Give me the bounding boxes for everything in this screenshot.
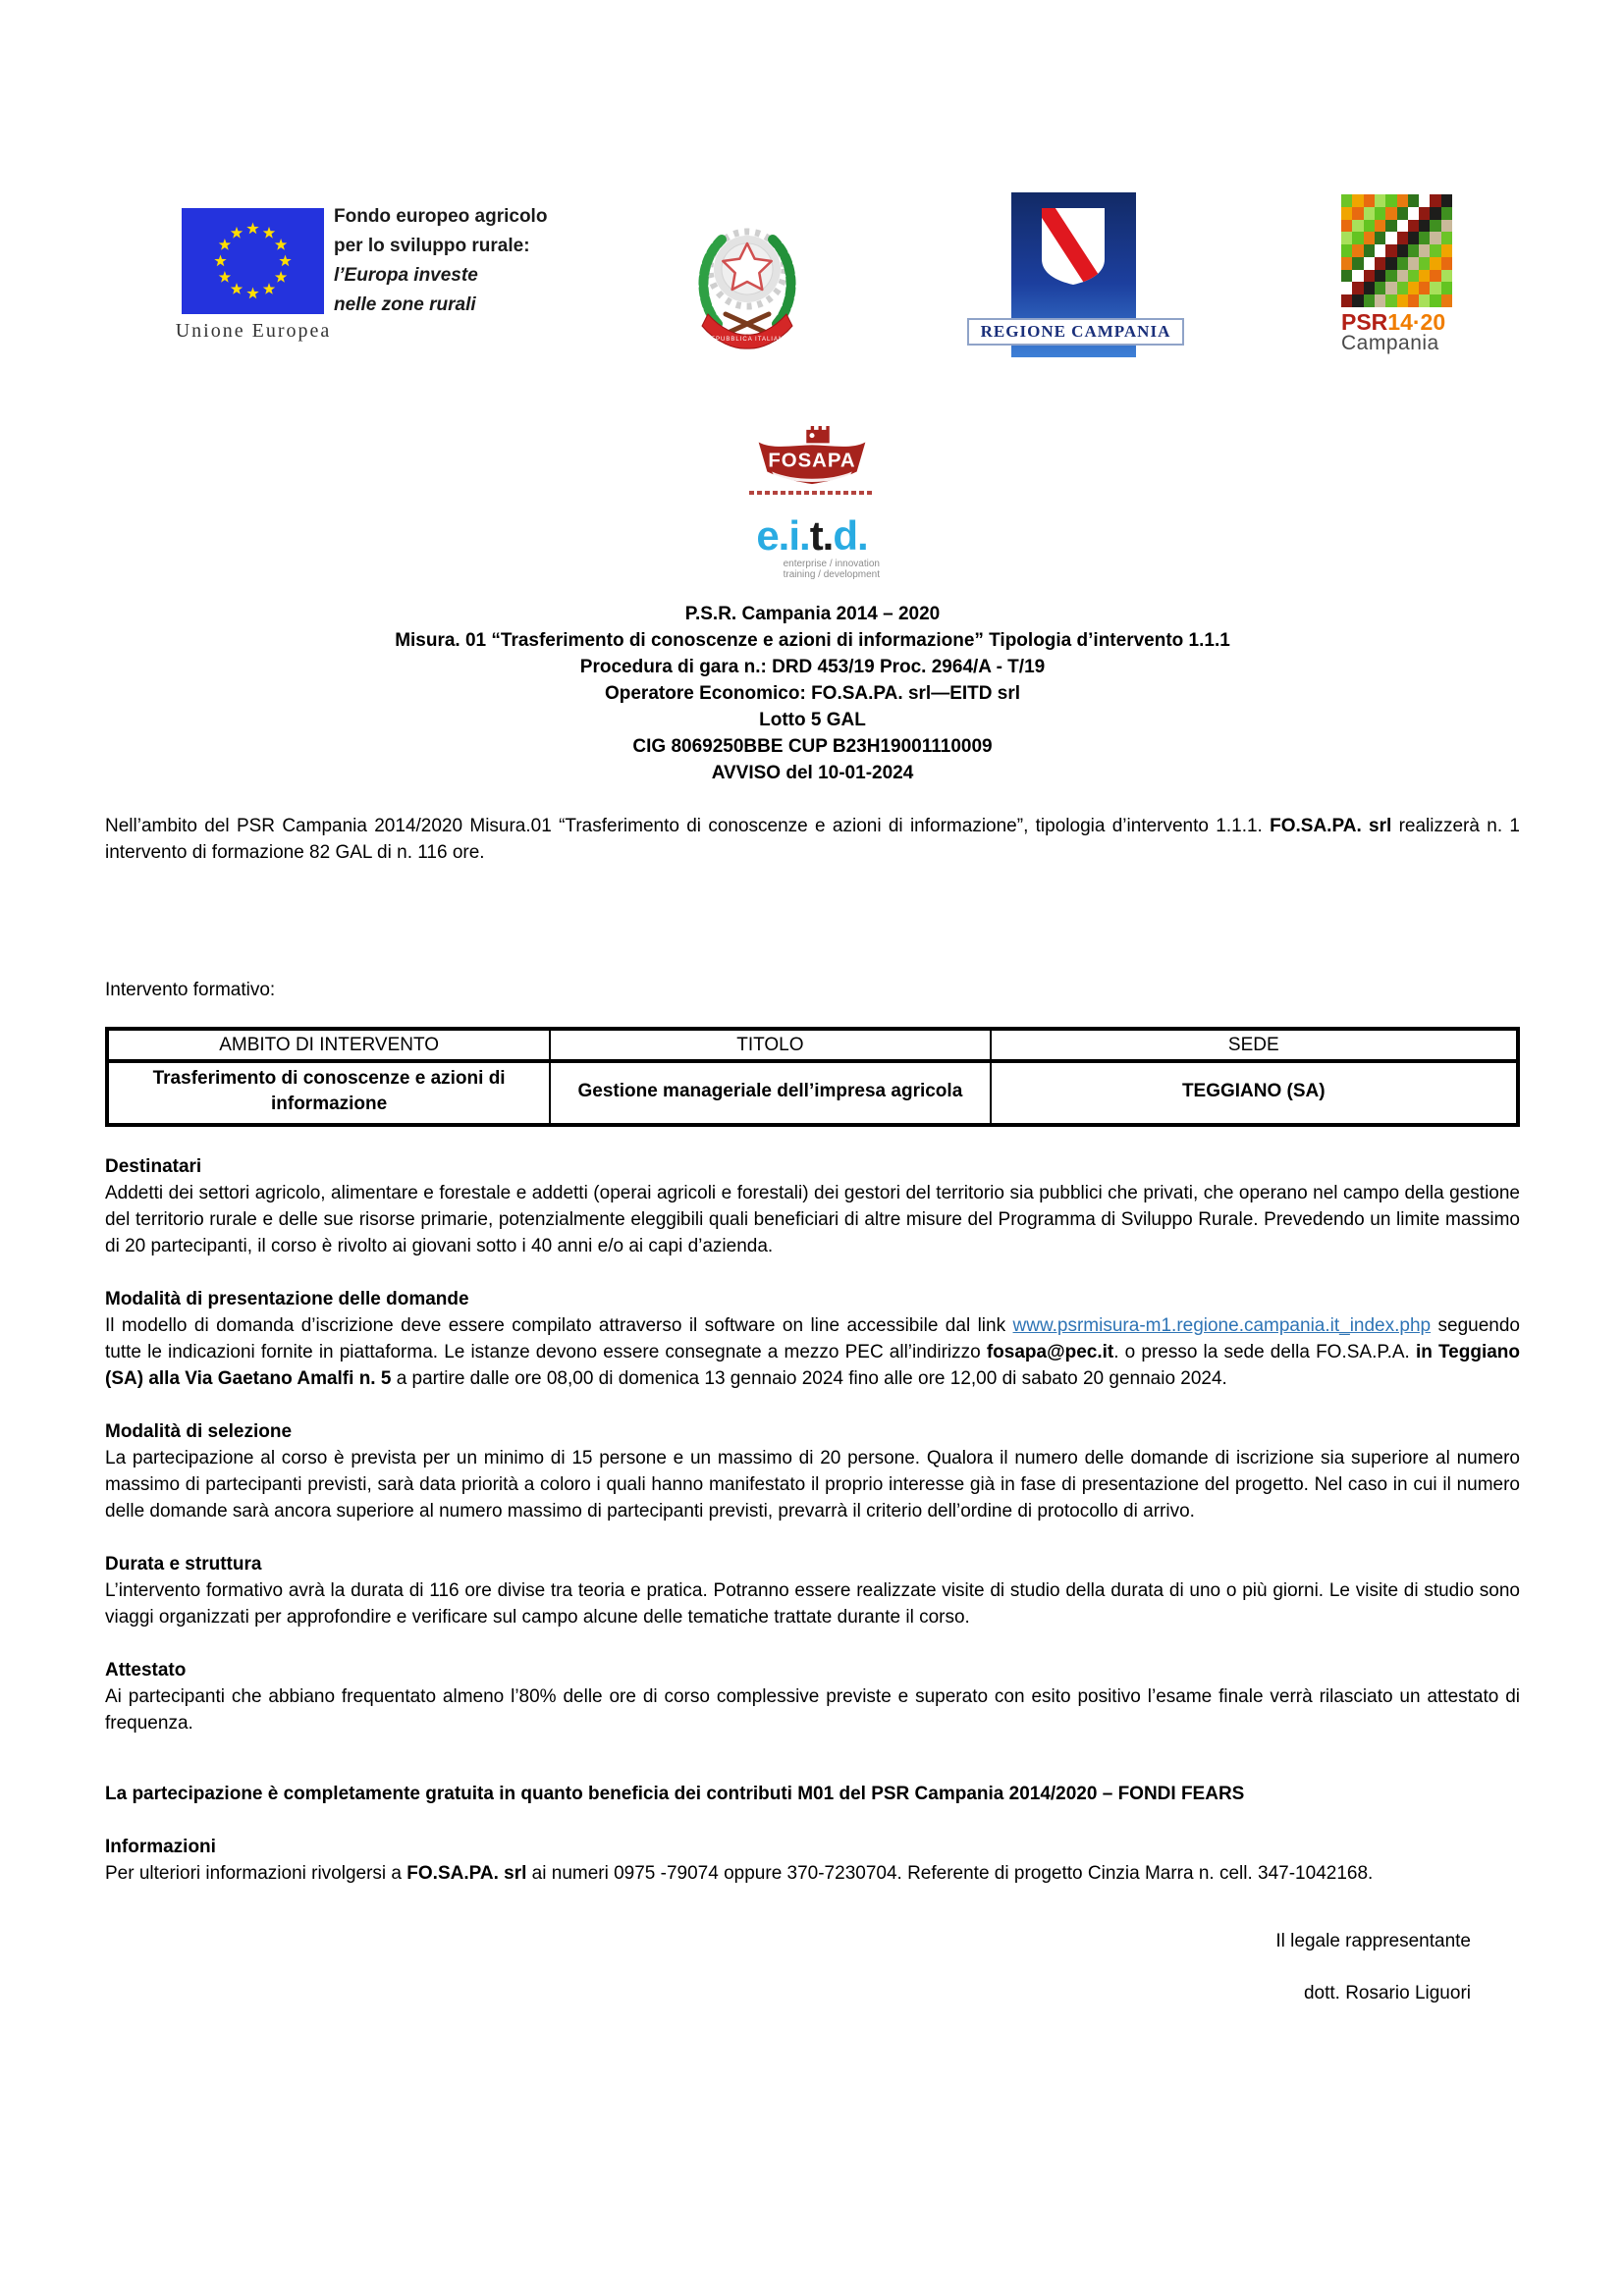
psr-mosaic-tile: [1375, 282, 1385, 294]
psr-mosaic-tile: [1341, 194, 1352, 207]
psr-mosaic-tile: [1397, 207, 1408, 220]
presentazione-seg4: a partire dalle ore 08,00 di domenica 13 gennaio 2024 fino alle ore 12,00 di sabato 20 gennaio 2024.: [391, 1368, 1227, 1389]
psr-mosaic-tile: [1385, 294, 1396, 307]
psr-mosaic-tile: [1341, 282, 1352, 294]
psr-mosaic-tile: [1385, 270, 1396, 283]
title-block: [105, 601, 1520, 786]
psr-mosaic-tile: [1419, 257, 1430, 270]
psr-mosaic-tile: [1397, 294, 1408, 307]
fosapa-logo-text: FOSAPA: [768, 450, 856, 472]
psr-mosaic-tile: [1364, 220, 1375, 233]
psr-mosaic-tile: [1408, 232, 1419, 244]
signature-block: [105, 1928, 1520, 2006]
psr-mosaic-tile: [1430, 207, 1440, 220]
psr-mosaic-tile: [1352, 257, 1363, 270]
psr-mosaic: [1341, 194, 1452, 307]
psr-mosaic-tile: [1430, 270, 1440, 283]
presentazione-seg2: seguendo tutte le indicazioni fornite in piattaforma. Le istanze devono essere consegnate a mezzo PEC all’indirizzo: [105, 1315, 1520, 1362]
regione-campania-logo: [980, 192, 1171, 357]
eitd-text-pre: e.i.: [756, 512, 810, 559]
psr-mosaic-tile: [1352, 194, 1363, 207]
presentazione-seg3: . o presso la sede della FO.SA.P.A.: [1113, 1342, 1416, 1362]
intro-operator-bold: FO.SA.PA. srl: [1270, 816, 1392, 836]
psr-mosaic-tile: [1397, 270, 1408, 283]
psr-mosaic-tile: [1441, 207, 1452, 220]
table-cell-ambito: Trasferimento di conoscenze e azioni di informazione: [107, 1061, 550, 1125]
presentazione-heading: Modalità di presentazione delle domande: [105, 1289, 469, 1309]
psr-mosaic-tile: [1341, 244, 1352, 257]
psr-1420-logo: [1341, 194, 1459, 354]
psr-mosaic-tile: [1397, 232, 1408, 244]
section-destinatari: [105, 1153, 1520, 1259]
psr-mosaic-tile: [1419, 194, 1430, 207]
psr-mosaic-tile: [1408, 220, 1419, 233]
psr-mosaic-tile: [1408, 257, 1419, 270]
informazioni-operator-bold: FO.SA.PA. srl: [406, 1863, 527, 1884]
psr-mosaic-tile: [1341, 232, 1352, 244]
psr-mosaic-tile: [1364, 194, 1375, 207]
eitd-tagline-line2: training / development: [783, 569, 880, 580]
fosapa-tagline-strip: [749, 491, 875, 495]
free-participation-statement: La partecipazione è completamente gratuita in quanto beneficia dei contributi M01 del PSR Campania 2014/2020 – FONDI FEARS: [105, 1784, 1245, 1804]
psr-mosaic-tile: [1375, 270, 1385, 283]
psr-mosaic-tile: [1375, 232, 1385, 244]
psr-mosaic-tile: [1385, 282, 1396, 294]
psr-mosaic-tile: [1408, 194, 1419, 207]
psr-mosaic-tile: [1419, 244, 1430, 257]
emblem-ribbon-text: REPUBBLICA ITALIANA: [705, 337, 789, 343]
attestato-paragraph: Ai partecipanti che abbiano frequentato almeno l’80% delle ore di corso complessive previste e superato con esito positivo l’esame finale verrà rilasciato un attestato di frequenza.: [105, 1686, 1520, 1734]
intro-paragraph: [105, 813, 1520, 866]
intervento-label: Intervento formativo:: [105, 980, 276, 1000]
psr-mosaic-tile: [1430, 294, 1440, 307]
eu-fund-text: [334, 202, 547, 320]
eu-flag-logo: [182, 208, 324, 314]
psr-mosaic-tile: [1364, 282, 1375, 294]
psr-mosaic-tile: [1430, 232, 1440, 244]
italian-republic-emblem: [687, 208, 807, 357]
psr-mosaic-tile: [1364, 294, 1375, 307]
psr-mosaic-tile: [1385, 220, 1396, 233]
psr-mosaic-tile: [1375, 194, 1385, 207]
header-logo-row: [0, 0, 1624, 589]
psr-mosaic-tile: [1441, 257, 1452, 270]
selezione-heading: Modalità di selezione: [105, 1421, 293, 1442]
eitd-tagline-line1: enterprise / innovation: [783, 559, 880, 569]
title-line-7: AVVISO del 10-01-2024: [711, 763, 914, 783]
psr-mosaic-tile: [1341, 207, 1352, 220]
attestato-heading: Attestato: [105, 1660, 187, 1681]
psr-mosaic-tile: [1375, 257, 1385, 270]
psr-acronym: PSR: [1341, 309, 1388, 335]
application-portal-link[interactable]: www.psrmisura-m1.regione.campania.it_index.php: [1012, 1315, 1432, 1336]
psr-mosaic-tile: [1441, 282, 1452, 294]
psr-mosaic-tile: [1397, 244, 1408, 257]
durata-heading: Durata e struttura: [105, 1554, 262, 1575]
psr-years: 14·20: [1387, 309, 1446, 335]
psr-mosaic-tile: [1441, 194, 1452, 207]
fosapa-logo: [0, 424, 1624, 495]
psr-mosaic-tile: [1364, 257, 1375, 270]
psr-mosaic-tile: [1341, 270, 1352, 283]
table-cell-titolo: Gestione manageriale dell’impresa agricola: [550, 1061, 990, 1125]
title-line-2: Misura. 01 “Trasferimento di conoscenze e azioni di informazione” Tipologia d’intervento 1.1.1: [395, 630, 1230, 651]
psr-mosaic-tile: [1419, 294, 1430, 307]
course-table: [105, 1027, 1520, 1127]
psr-mosaic-tile: [1364, 207, 1375, 220]
informazioni-pre: Per ulteriori informazioni rivolgersi a: [105, 1863, 407, 1884]
psr-mosaic-tile: [1375, 220, 1385, 233]
title-line-4: Operatore Economico: FO.SA.PA. srl—EITD srl: [604, 683, 1020, 704]
psr-mosaic-tile: [1419, 282, 1430, 294]
psr-mosaic-tile: [1397, 257, 1408, 270]
table-row: [107, 1061, 1518, 1125]
selezione-paragraph: La partecipazione al corso è prevista per un minimo di 15 persone e un massimo di 20 persone. Qualora il numero delle domande di iscrizione sia superiore al numero massimo di partecipanti previsti, sarà data priorità a coloro i quali hanno manifestato il proprio interesse già in fase di presentazione del progetto. Nel caso in cui il numero delle domande sarà ancora superiore al numero massimo di partecipanti previsti, prevarrà il criterio dell’ordine di protocollo di arrivo.: [105, 1448, 1520, 1522]
psr-mosaic-tile: [1430, 257, 1440, 270]
table-header-titolo: TITOLO: [550, 1029, 990, 1061]
title-line-1: P.S.R. Campania 2014 – 2020: [684, 604, 941, 624]
psr-mosaic-tile: [1419, 232, 1430, 244]
psr-mosaic-tile: [1341, 220, 1352, 233]
section-informazioni: [105, 1834, 1520, 1887]
psr-mosaic-tile: [1408, 244, 1419, 257]
eu-fund-line3: l’Europa investe: [334, 265, 478, 286]
section-presentazione: [105, 1286, 1520, 1392]
section-attestato: [105, 1657, 1520, 1736]
table-header-sede: SEDE: [991, 1029, 1518, 1061]
informazioni-paragraph: [105, 1860, 1520, 1887]
pec-address-bold: fosapa@pec.it: [986, 1342, 1114, 1362]
psr-mosaic-tile: [1441, 232, 1452, 244]
destinatari-paragraph: Addetti dei settori agricolo, alimentare e forestale e addetti (operai agricoli e forestali) dei gestori del territorio sia pubblici che privati, che operano nel campo della gestione del territorio rurale e delle sue risorse primarie, potenzialmente eleggibili quali beneficiari di altre misure del Programma di Sviluppo Rurale. Prevedendo un limite massimo di 20 partecipanti, il corso è rivolto ai giovani sotto i 40 anni e/o ai capi d’azienda.: [105, 1183, 1520, 1256]
psr-mosaic-tile: [1408, 294, 1419, 307]
psr-mosaic-tile: [1375, 244, 1385, 257]
title-line-5: Lotto 5 GAL: [759, 710, 866, 730]
psr-mosaic-tile: [1419, 220, 1430, 233]
signature-role: Il legale rappresentante: [1275, 1931, 1471, 1951]
intro-text-pre: Nell’ambito del PSR Campania 2014/2020 Misura.01 “Trasferimento di conoscenze e azioni di informazione”, tipologia d’intervento 1.1.1.: [105, 816, 1271, 836]
psr-mosaic-tile: [1397, 220, 1408, 233]
psr-mosaic-tile: [1385, 244, 1396, 257]
psr-mosaic-tile: [1352, 282, 1363, 294]
psr-mosaic-tile: [1430, 194, 1440, 207]
eu-fund-line2: per lo sviluppo rurale:: [334, 236, 530, 256]
psr-mosaic-tile: [1385, 194, 1396, 207]
eitd-text-post: d.: [833, 512, 868, 559]
psr-mosaic-tile: [1352, 220, 1363, 233]
psr-mosaic-tile: [1430, 282, 1440, 294]
section-selezione: [105, 1418, 1520, 1524]
psr-mosaic-tile: [1385, 207, 1396, 220]
psr-mosaic-tile: [1397, 194, 1408, 207]
psr-logo-text: [1341, 311, 1459, 333]
eitd-logo-text: [756, 514, 867, 558]
psr-mosaic-tile: [1352, 244, 1363, 257]
informazioni-post: ai numeri 0975 -79074 oppure 370-7230704. Referente di progetto Cinzia Marra n. cell. 347-1042168.: [526, 1863, 1374, 1884]
psr-mosaic-tile: [1408, 282, 1419, 294]
psr-mosaic-tile: [1364, 232, 1375, 244]
title-line-3: Procedura di gara n.: DRD 453/19 Proc. 2964/A - T/19: [579, 657, 1046, 677]
psr-mosaic-tile: [1441, 244, 1452, 257]
psr-mosaic-tile: [1441, 270, 1452, 283]
psr-mosaic-tile: [1397, 282, 1408, 294]
psr-mosaic-tile: [1441, 294, 1452, 307]
signature-name: dott. Rosario Liguori: [1303, 1983, 1471, 2003]
psr-mosaic-tile: [1430, 220, 1440, 233]
office-address-bold: in Teggiano (SA) alla Via Gaetano Amalfi n. 5: [105, 1342, 1521, 1389]
eu-fund-line4: nelle zone rurali: [334, 294, 476, 315]
eitd-text-t: t.: [809, 512, 834, 559]
eu-caption: Unione Europea: [175, 320, 332, 342]
psr-mosaic-tile: [1352, 232, 1363, 244]
presentazione-paragraph: [105, 1312, 1520, 1392]
psr-mosaic-tile: [1352, 294, 1363, 307]
psr-mosaic-tile: [1408, 270, 1419, 283]
durata-paragraph: L’intervento formativo avrà la durata di 116 ore divise tra teoria e pratica. Potranno essere realizzate visite di studio della durata di uno o più giorni. Le visite di studio sono viaggi organizzati per approfondire e verificare sul campo alcune delle tematiche trattate durante il corso.: [105, 1580, 1520, 1628]
psr-mosaic-tile: [1364, 244, 1375, 257]
document-body: [105, 601, 1520, 2006]
psr-mosaic-tile: [1419, 270, 1430, 283]
regione-campania-label: REGIONE CAMPANIA: [967, 318, 1184, 346]
psr-mosaic-tile: [1352, 270, 1363, 283]
psr-mosaic-tile: [1430, 244, 1440, 257]
psr-region-text: Campania: [1341, 332, 1439, 354]
intro-text-post: realizzerà n. 1 intervento di formazione 82 GAL di n. 116 ore.: [105, 816, 1520, 863]
psr-mosaic-tile: [1352, 207, 1363, 220]
title-line-6: CIG 8069250BBE CUP B23H19001110009: [632, 736, 993, 757]
destinatari-heading: Destinatari: [105, 1156, 202, 1177]
psr-mosaic-tile: [1419, 207, 1430, 220]
psr-mosaic-tile: [1341, 294, 1352, 307]
section-durata: [105, 1551, 1520, 1630]
informazioni-heading: Informazioni: [105, 1837, 216, 1857]
psr-mosaic-tile: [1375, 294, 1385, 307]
psr-mosaic-tile: [1385, 232, 1396, 244]
psr-mosaic-tile: [1408, 207, 1419, 220]
psr-mosaic-tile: [1341, 257, 1352, 270]
psr-mosaic-tile: [1441, 220, 1452, 233]
psr-mosaic-tile: [1385, 257, 1396, 270]
eitd-logo: [0, 514, 1624, 580]
eitd-tagline: [744, 559, 880, 580]
psr-mosaic-tile: [1375, 207, 1385, 220]
presentazione-seg1: Il modello di domanda d’iscrizione deve essere compilato attraverso il software on line accessibile dal link: [105, 1315, 1013, 1336]
table-cell-sede: TEGGIANO (SA): [991, 1061, 1518, 1125]
eu-fund-line1: Fondo europeo agricolo: [334, 206, 548, 227]
psr-mosaic-tile: [1364, 270, 1375, 283]
table-header-ambito: AMBITO DI INTERVENTO: [107, 1029, 550, 1061]
table-header-row: [107, 1029, 1518, 1061]
